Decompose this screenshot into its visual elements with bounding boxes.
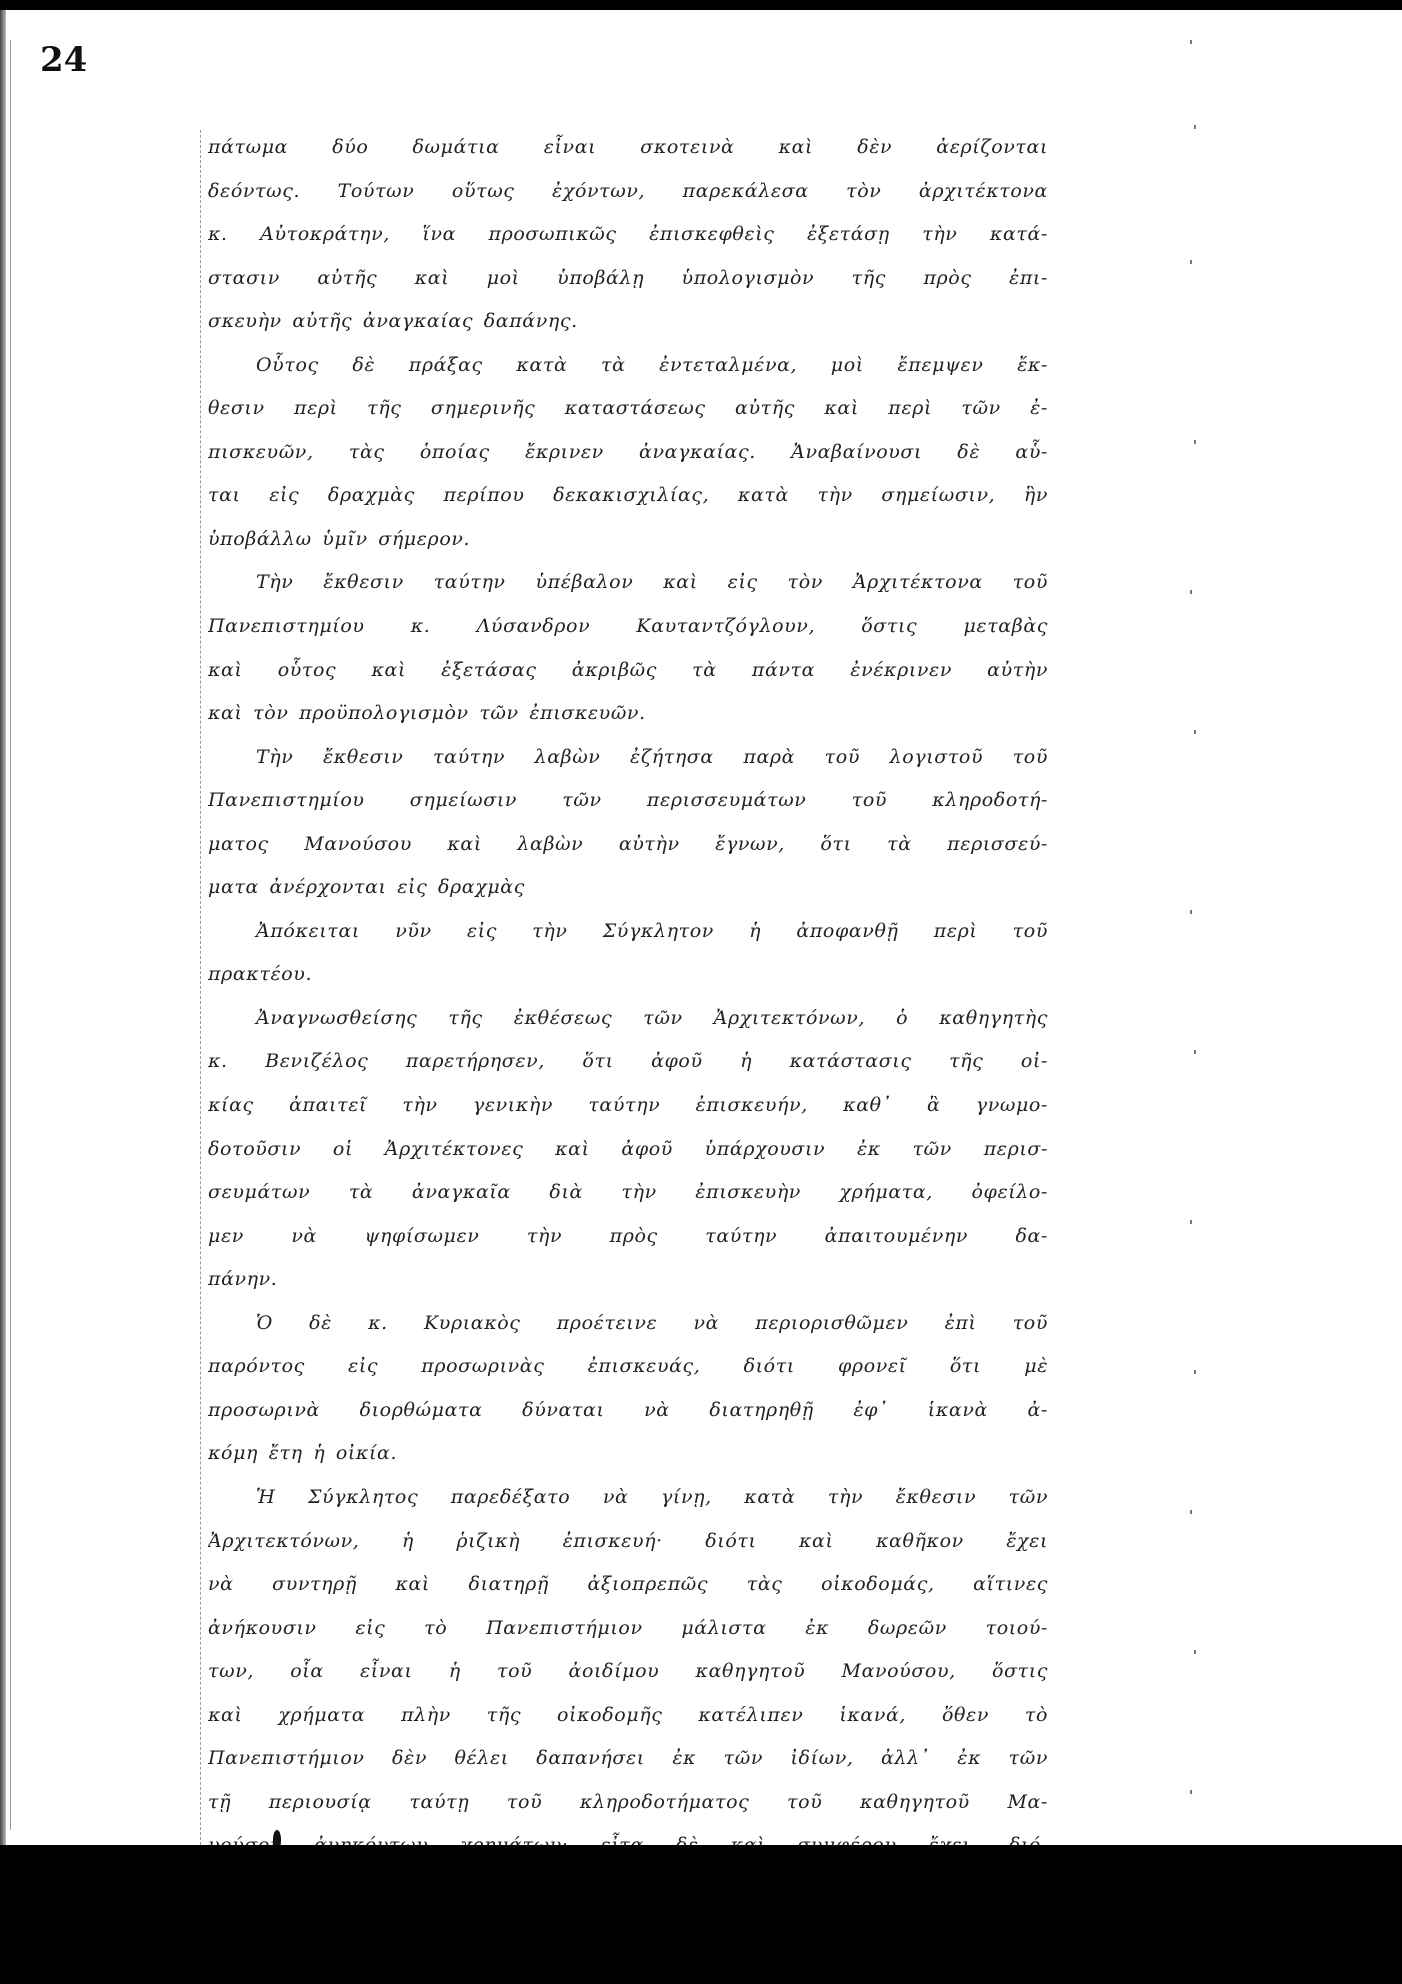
text-line: Τὴν ἔκθεσιν ταύτην λαβὼν ἐζήτησα παρὰ τοῦ λογιστοῦ τοῦ <box>256 745 1048 768</box>
text-line: κ. Βενιζέλος παρετήρησεν, ὅτι ἀφοῦ ἡ κατάστασις τῆς οἰ- <box>208 1050 1048 1073</box>
text-line: Πανεπιστημίου σημείωσιν τῶν περισσευμάτων τοῦ κληροδοτή- <box>208 789 1048 812</box>
text-line: καὶ οὗτος καὶ ἐξετάσας ἀκριβῶς τὰ πάντα ἐνέκρινεν αὐτὴν <box>208 658 1048 681</box>
text-line: παρόντος εἰς προσωρινὰς ἐπισκευάς, διότι φρονεῖ ὅτι μὲ <box>208 1355 1048 1378</box>
scan-left-edge-line <box>10 40 11 1830</box>
text-line: Ὁ δὲ κ. Κυριακὸς προέτεινε νὰ περιορισθῶμεν ἐπὶ τοῦ <box>256 1311 1048 1334</box>
text-line: πισκευῶν, τὰς ὁποίας ἔκρινεν ἀναγκαίας. Ἀναβαίνουσι δὲ αὗ- <box>208 440 1048 463</box>
text-line: Οὗτος δὲ πράξας κατὰ τὰ ἐντεταλμένα, μοὶ ἔπεμψεν ἔκ- <box>256 353 1048 376</box>
scan-speck <box>1190 1510 1192 1514</box>
text-line: μεν νὰ ψηφίσωμεν τὴν πρὸς ταύτην ἀπαιτουμένην δα- <box>208 1224 1048 1247</box>
text-line: κ. Αὐτοκράτην, ἵνα προσωπικῶς ἐπισκεφθεὶς ἐξετάσῃ τὴν κατά- <box>208 223 1048 246</box>
scan-speck <box>1194 1370 1196 1374</box>
text-line: σκευὴν αὐτῆς ἀναγκαίας δαπάνης. <box>208 310 578 333</box>
text-line: Πανεπιστημίου κ. Λύσανδρον Καυταντζόγλουν, ὅστις μεταβὰς <box>208 615 1048 638</box>
text-line: δοτοῦσιν οἱ Ἀρχιτέκτονες καὶ ἀφοῦ ὑπάρχουσιν ἐκ τῶν περισ- <box>208 1137 1048 1160</box>
text-line: νὰ συντηρῇ καὶ διατηρῇ ἀξιοπρεπῶς τὰς οἰκοδομάς, αἵτινες <box>208 1573 1048 1596</box>
page-number: 24 <box>40 40 88 80</box>
text-line: σευμάτων τὰ ἀναγκαῖα διὰ τὴν ἐπισκευὴν χρήματα, ὀφείλο- <box>208 1181 1048 1204</box>
scan-speck <box>1194 730 1196 734</box>
scan-speck <box>1194 125 1196 129</box>
scan-speck <box>1190 1220 1192 1224</box>
scan-left-edge <box>0 10 6 1845</box>
scan-speck <box>1194 1650 1196 1654</box>
scan-right-edge-specks <box>1190 30 1230 1830</box>
text-line: ἀνήκουσιν εἰς τὸ Πανεπιστήμιον μάλιστα ἐκ δωρεῶν τοιού- <box>208 1616 1048 1639</box>
text-line: Τὴν ἔκθεσιν ταύτην ὑπέβαλον καὶ εἰς τὸν Ἀρχιτέκτονα τοῦ <box>256 571 1048 594</box>
manuscript-text <box>208 126 1048 1955</box>
text-line: Ἀναγνωσθείσης τῆς ἐκθέσεως τῶν Ἀρχιτεκτόνων, ὁ καθηγητὴς <box>256 1006 1048 1029</box>
text-line: των, οἷα εἶναι ἡ τοῦ ἀοιδίμου καθηγητοῦ Μανούσου, ὅστις <box>208 1660 1048 1683</box>
text-line: θεσιν περὶ τῆς σημερινῆς καταστάσεως αὐτῆς καὶ περὶ τῶν ἐ- <box>208 397 1048 420</box>
text-line: ματα ἀνέρχονται εἰς δραχμὰς <box>208 876 525 899</box>
text-line: ματος Μανούσου καὶ λαβὼν αὐτὴν ἔγνων, ὅτι τὰ περισσεύ- <box>208 832 1048 855</box>
text-line: τῇ περιουσίᾳ ταύτῃ τοῦ κληροδοτήματος τοῦ καθηγητοῦ Μα- <box>208 1790 1048 1813</box>
text-line: κόμη ἔτη ἡ οἰκία. <box>208 1442 398 1465</box>
scan-bottom-border <box>0 1845 1402 1984</box>
scan-speck <box>1190 40 1192 44</box>
text-line: Πανεπιστήμιον δὲν θέλει δαπανήσει ἐκ τῶν ἰδίων, ἀλλ᾽ ἐκ τῶν <box>208 1747 1048 1770</box>
text-line: προσωρινὰ διορθώματα δύναται νὰ διατηρηθῇ ἐφ᾽ ἱκανὰ ἀ- <box>208 1398 1048 1421</box>
scan-speck <box>1194 440 1196 444</box>
text-line: στασιν αὐτῆς καὶ μοὶ ὑποβάλῃ ὑπολογισμὸν τῆς πρὸς ἐπι- <box>208 266 1048 289</box>
text-line: Ἀπόκειται νῦν εἰς τὴν Σύγκλητον ἡ ἀποφανθῇ περὶ τοῦ <box>256 919 1048 942</box>
text-line: καὶ χρήματα πλὴν τῆς οἰκοδομῆς κατέλιπεν ἱκανά, ὅθεν τὸ <box>208 1703 1048 1726</box>
scan-speck <box>1190 910 1192 914</box>
text-line: κίας ἀπαιτεῖ τὴν γενικὴν ταύτην ἐπισκευήν, καθ᾽ ἃ γνωμο- <box>208 1094 1048 1117</box>
text-line: πρακτέου. <box>208 963 313 986</box>
margin-rule <box>200 130 201 1850</box>
text-line: πάνην. <box>208 1268 278 1291</box>
scan-top-border <box>0 0 1402 10</box>
text-line: πάτωμα δύο δωμάτια εἶναι σκοτεινὰ καὶ δὲν ἀερίζονται <box>208 136 1048 158</box>
text-line: Ἡ Σύγκλητος παρεδέξατο νὰ γίνῃ, κατὰ τὴν ἔκθεσιν τῶν <box>256 1485 1048 1508</box>
text-line: ὑποβάλλω ὑμῖν σήμερον. <box>208 527 471 550</box>
scan-speck <box>1194 1050 1196 1054</box>
text-line: δεόντως. Τούτων οὕτως ἐχόντων, παρεκάλεσα τὸν ἀρχιτέκτονα <box>208 179 1048 202</box>
scan-speck <box>1190 1790 1192 1794</box>
scan-speck <box>1190 590 1192 594</box>
text-line: ται εἰς δραχμὰς περίπου δεκακισχιλίας, κατὰ τὴν σημείωσιν, ἣν <box>208 484 1048 507</box>
text-line: καὶ τὸν προϋπολογισμὸν τῶν ἐπισκευῶν. <box>208 702 646 725</box>
scan-speck <box>1190 260 1192 264</box>
text-line: Ἀρχιτεκτόνων, ἡ ῥιζικὴ ἐπισκευή· διότι καὶ καθῆκον ἔχει <box>208 1529 1048 1552</box>
